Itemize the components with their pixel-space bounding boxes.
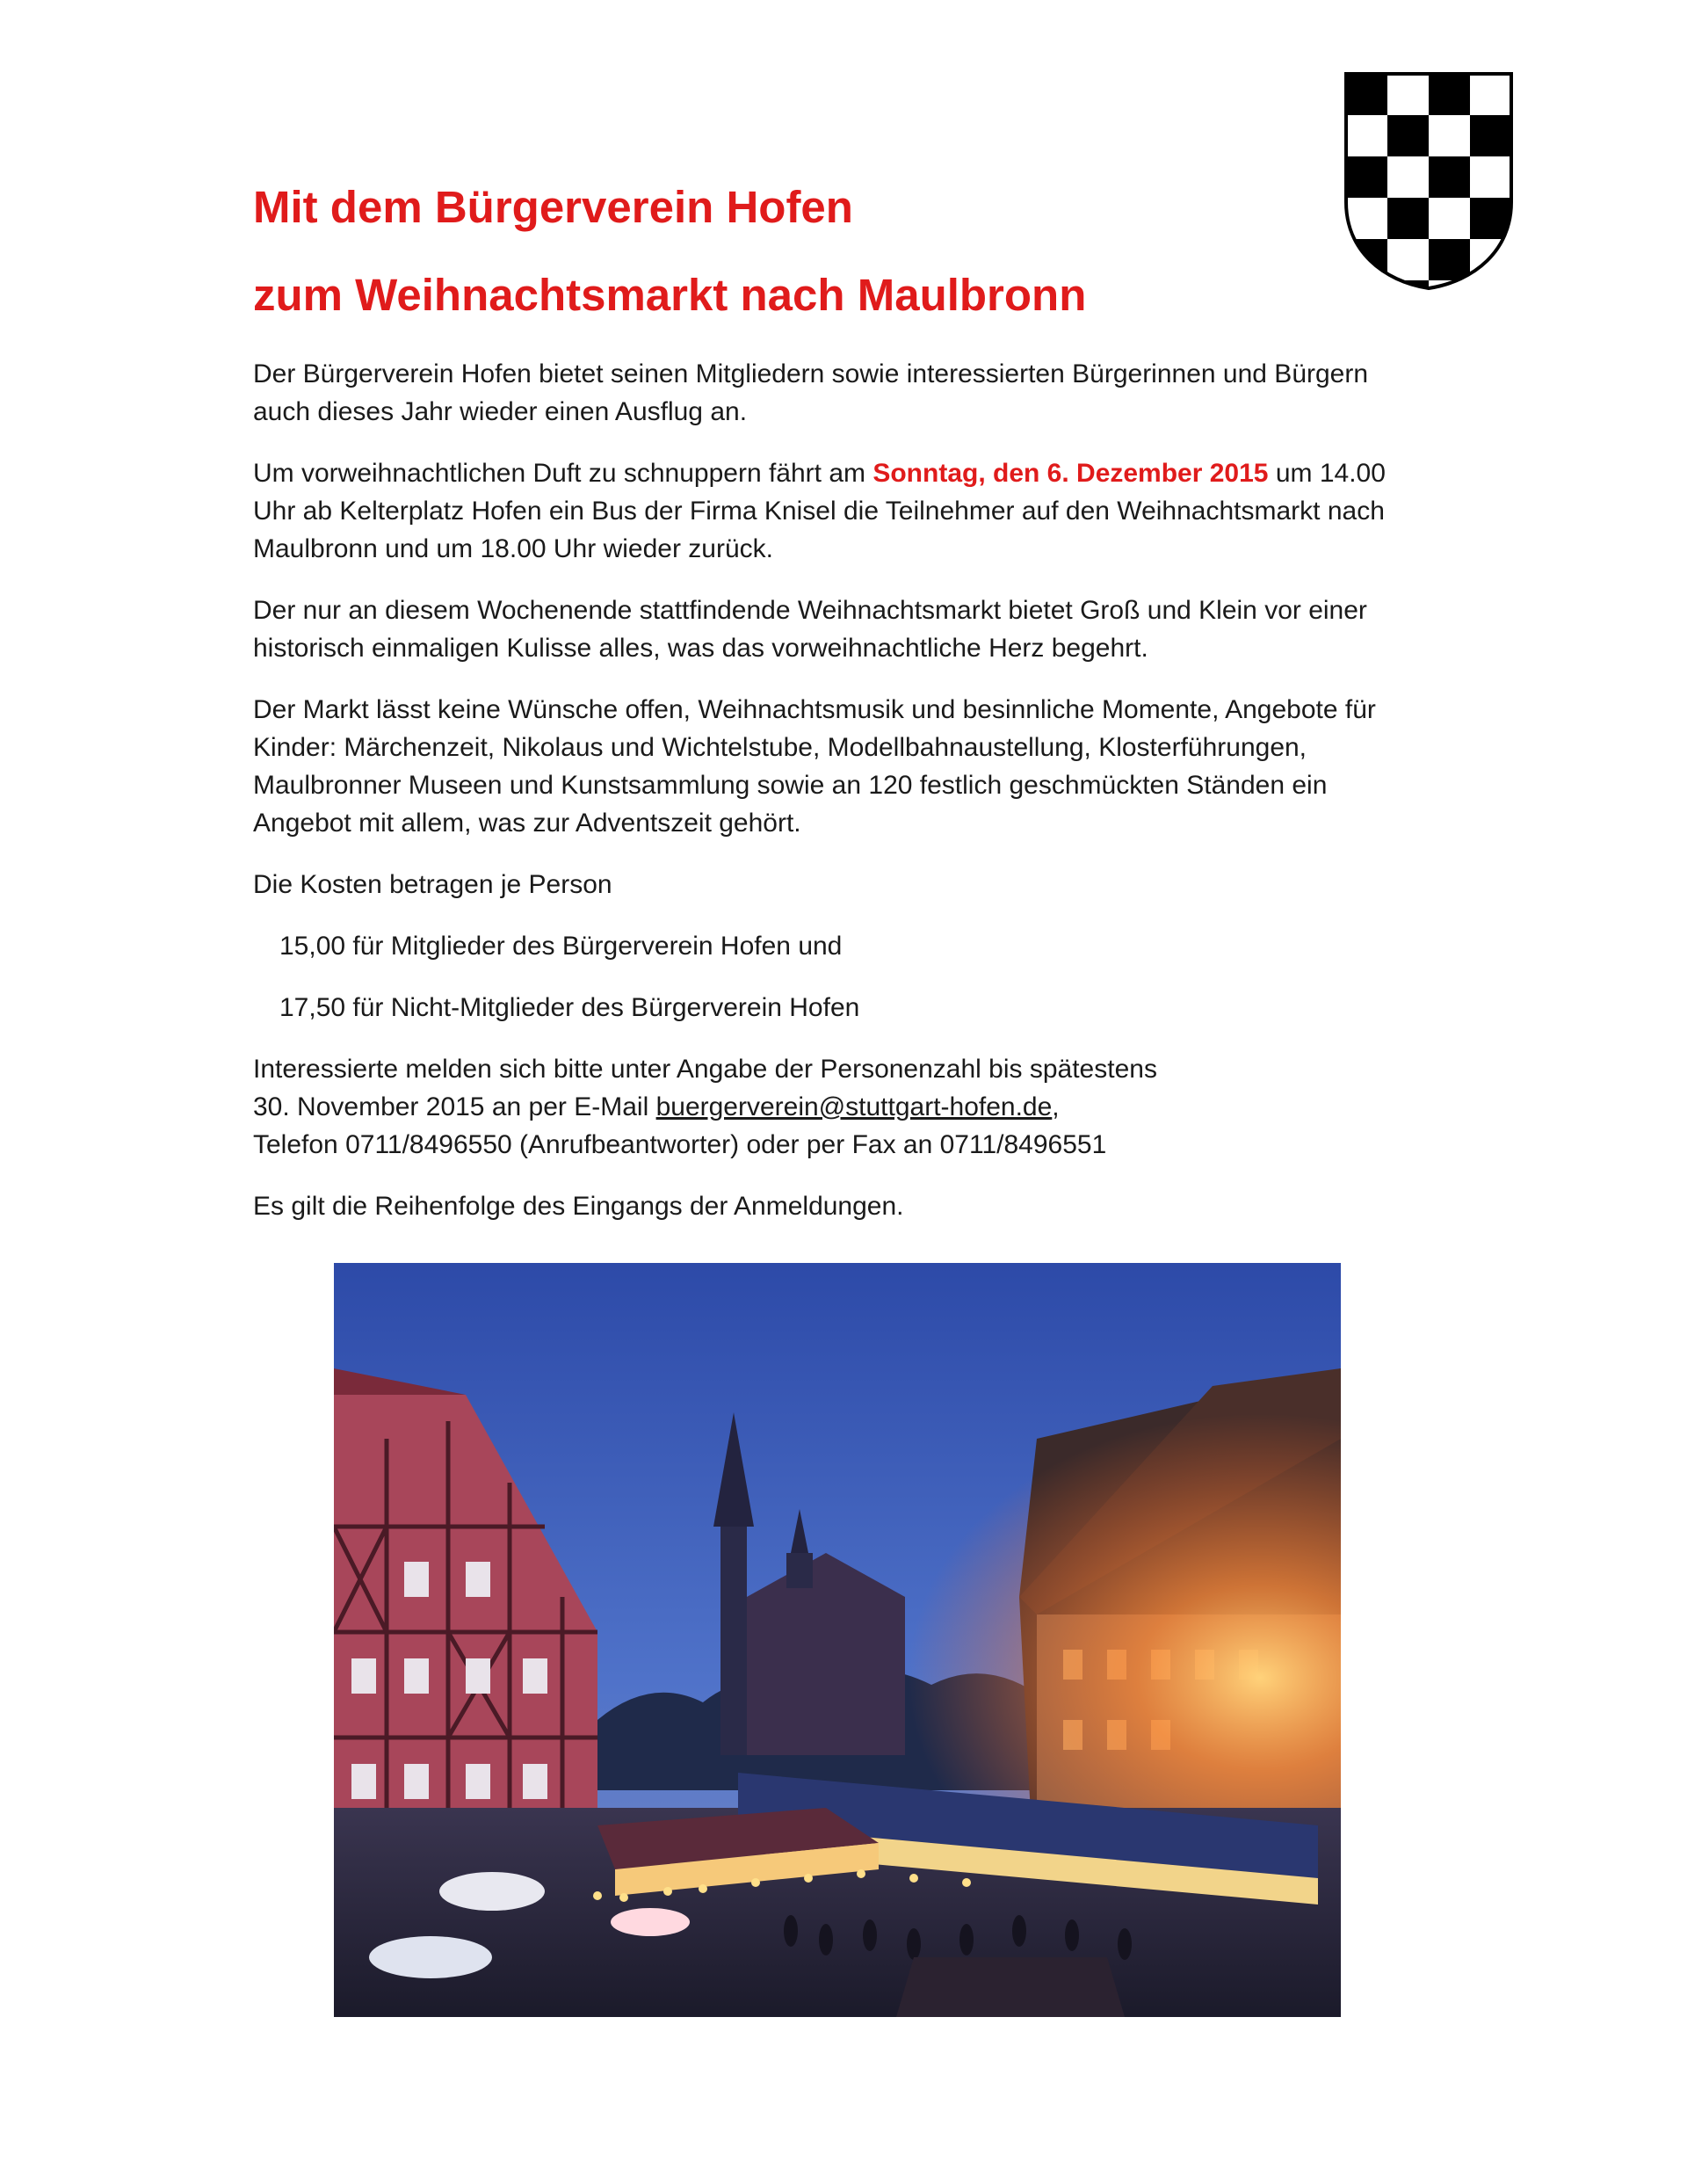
market-description-paragraph: Der nur an diesem Wochenende stattfindende Weihnachtsmarkt bietet Groß und Klein vor einer historisch einmaligen Kulisse alles, was das vorweihnachtliche Herz begehrt. [253, 596, 1367, 663]
trip-text-after: um 14.00 Uhr ab Kelterplatz Hofen ein Bus der Firma Knisel die Teilnehmer auf den Weihnachtsmarkt nach Maulbronn und um 18.00 Uhr wieder zurück. [253, 459, 1386, 563]
trip-details-paragraph [253, 454, 1387, 568]
trip-date: Sonntag, den 6. Dezember 2015 [872, 459, 1269, 488]
cost-members: 15,00 für Mitglieder des Bürgerverein Hofen und [279, 932, 843, 961]
contact-email-link[interactable]: buergerverein@stuttgart-hofen.de [655, 1092, 1053, 1121]
body-text [253, 355, 1387, 1249]
cost-non-members: 17,50 für Nicht-Mitglieder des Bürgerverein Hofen [279, 993, 860, 1022]
contact-line-2-after: , [1052, 1092, 1060, 1121]
title-line-1: Mit dem Bürgerverein Hofen [253, 182, 853, 232]
contact-line-1: Interessierte melden sich bitte unter Angabe der Personenzahl bis spätestens [253, 1055, 1157, 1084]
intro-paragraph: Der Bürgerverein Hofen bietet seinen Mitgliedern sowie interessierten Bürgerinnen und Bürgern auch dieses Jahr wieder einen Ausflug an. [253, 359, 1369, 426]
closing-paragraph: Es gilt die Reihenfolge des Eingangs der Anmeldungen. [253, 1192, 904, 1221]
trip-text-before: Um vorweihnachtlichen Duft zu schnuppern fährt am [253, 459, 873, 488]
title-line-2: zum Weihnachtsmarkt nach Maulbronn [253, 270, 1087, 320]
contact-line-3: Telefon 0711/8496550 (Anrufbeantworter) oder per Fax an 0711/8496551 [253, 1130, 1107, 1159]
market-offers-paragraph: Der Markt lässt keine Wünsche offen, Weihnachtsmusik und besinnliche Momente, Angebote für Kinder: Märchenzeit, Nikolaus und Wichtelstube, Modellbahnaustellung, Klosterführungen, Maulbronner Museen und Kunstsammlung sowie an 120 festlich geschmückten Ständen ein Angebot mit allem, was zur Adventszeit gehört. [253, 695, 1376, 838]
contact-line-2-before: 30. November 2015 an per E-Mail [253, 1092, 656, 1121]
contact-paragraph [253, 1050, 1387, 1164]
coat-of-arms-icon [1343, 70, 1515, 292]
christmas-market-photo [334, 1263, 1341, 2017]
costs-intro: Die Kosten betragen je Person [253, 870, 612, 899]
